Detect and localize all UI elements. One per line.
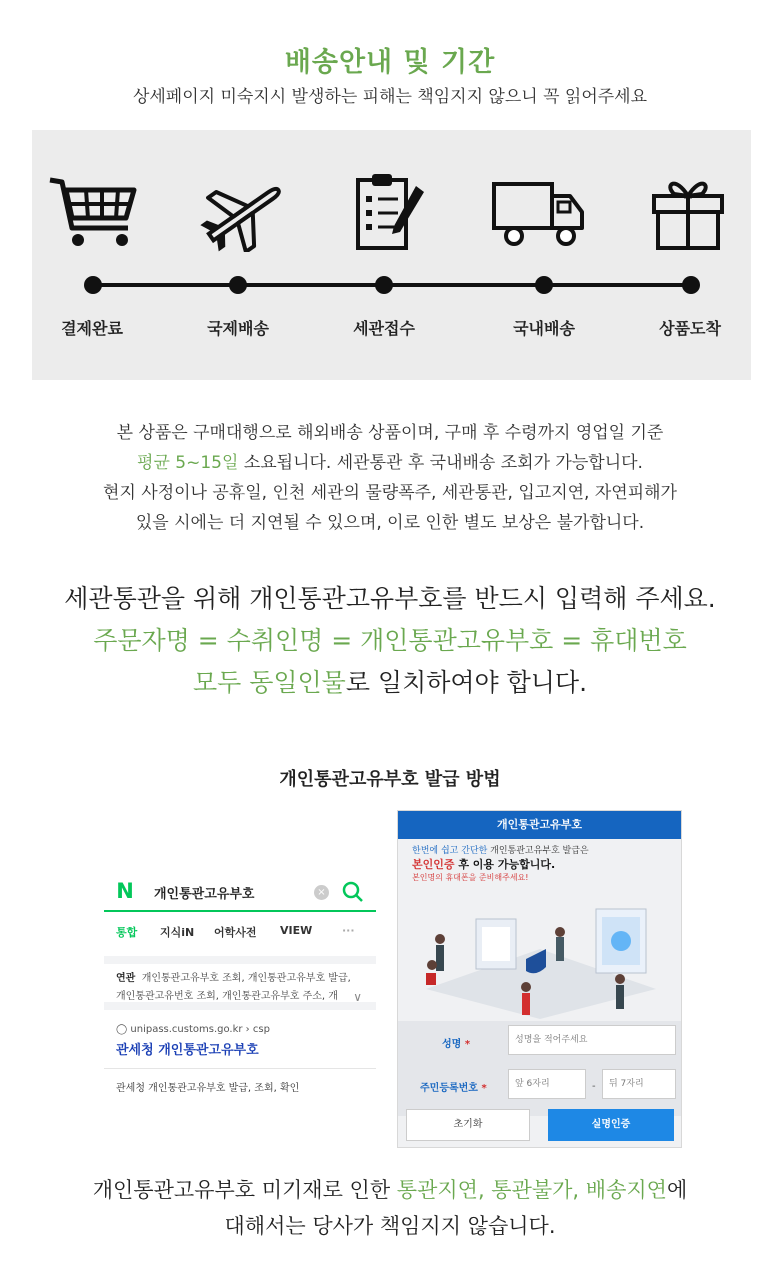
name-label: 성명 — [442, 1039, 462, 1050]
same-person-highlight: 모두 동일인물 — [192, 668, 346, 697]
shopping-cart-icon — [46, 172, 142, 252]
howto-title: 개인통관고유부호 발급 방법 — [279, 769, 501, 790]
city-illustration — [406, 889, 674, 1019]
chevron-down-icon: ∨ — [353, 990, 362, 1004]
customs-identity-rule: 주문자명 = 수취인명 = 개인통관고유부호 = 휴대번호 — [93, 626, 687, 655]
more-icon: ··· — [342, 924, 355, 937]
unipass-form-screenshot — [397, 810, 682, 1148]
tab-view: VIEW — [280, 924, 313, 937]
tab-kin: 지식iN — [160, 926, 195, 939]
search-result — [104, 1024, 376, 1094]
notice-line: 현지 사정이나 공휴일, 인천 세관의 물량폭주, 세관통관, 입고지연, 자연피해가 — [103, 483, 677, 503]
step-label-customs: 세관접수 — [353, 319, 415, 338]
divider — [104, 1068, 376, 1069]
page-subtitle: 상세페이지 미숙지시 발생하는 피해는 책임지지 않으니 꼭 읽어주세요 — [132, 87, 648, 107]
page-title: 배송안내 및 기간 — [284, 47, 496, 78]
globe-icon: ◯ — [116, 1024, 128, 1035]
clear-icon: × — [314, 885, 329, 900]
delivery-period-highlight: 평균 5~15일 — [137, 453, 239, 473]
notice-line: 평균 5~15일 소요됩니다. 세관통관 후 국내배송 조회가 가능합니다. — [137, 453, 643, 473]
naver-search-bar — [104, 868, 376, 912]
delivery-notice — [0, 418, 780, 538]
id-back-input[interactable]: 뒤 7자리 — [602, 1069, 676, 1099]
related-searches: 연관 개인통관고유부호 조회, 개인통관고유부호 발급, 개인통관고유번호 조회, 개인통관고유부호 주소, 개 ∨ — [104, 956, 376, 1010]
naver-tabs — [104, 920, 376, 946]
notice-line: 있을 시에는 더 지연될 수 있으며, 이로 인한 별도 보상은 불가합니다. — [135, 513, 645, 533]
timeline-dot — [535, 276, 553, 294]
customs-line: 모두 동일인물로 일치하여야 합니다. — [192, 668, 588, 697]
clipboard-icon — [338, 172, 434, 252]
step-label-international: 국제배송 — [207, 319, 269, 338]
timeline-dot — [375, 276, 393, 294]
customs-line: 세관통관을 위해 개인통관고유부호를 반드시 입력해 주세요. — [64, 584, 716, 613]
timeline-dot — [682, 276, 700, 294]
search-query: 개인통관고유부호 — [154, 887, 255, 902]
step-label-domestic: 국내배송 — [513, 319, 575, 338]
id-front-input[interactable]: 앞 6자리 — [508, 1069, 586, 1099]
id-number-label: 주민등록번호 — [420, 1083, 478, 1094]
timeline-dot — [229, 276, 247, 294]
tab-dictionary: 어학사전 — [214, 926, 257, 939]
gift-icon — [640, 172, 736, 252]
tab-integrated: 통합 — [116, 926, 138, 939]
timeline-dot — [84, 276, 102, 294]
unipass-header: 개인통관고유부호 — [398, 811, 681, 839]
disclaimer: 개인통관고유부호 미기재로 인한 통관지연, 통관불가, 배송지연에 대해서는 당사가 책임지지 않습니다. — [92, 1178, 688, 1238]
result-title-link: 관세청 개인통관고유부호 — [116, 1043, 259, 1058]
delivery-steps-panel — [32, 130, 751, 380]
step-label-payment: 결제완료 — [61, 319, 123, 338]
notice-line: 본 상품은 구매대행으로 해외배송 상품이며, 구매 후 수령까지 영업일 기준 — [116, 423, 664, 443]
verification-form: 성명 * 성명을 적어주세요 주민등록번호 * 앞 6자리 - 뒤 7자리 — [398, 1021, 682, 1116]
customs-code-notice — [0, 578, 780, 704]
id-dash: - — [592, 1081, 596, 1092]
truck-icon — [490, 172, 586, 252]
unipass-intro: 한번에 쉽고 간단한 개인통관고유부호 발급은 본인인증 후 이용 가능합니다. 본인명의 휴대폰을 준비해주세요! — [412, 846, 589, 882]
related-label: 연관 — [116, 973, 136, 984]
step-label-arrival: 상품도착 — [659, 319, 721, 338]
verify-button[interactable]: 실명인증 — [548, 1109, 674, 1141]
naver-search-screenshot — [104, 862, 376, 1112]
result-url: unipass.customs.go.kr › csp — [130, 1024, 270, 1035]
result-description: 관세청 개인통관고유부호 발급, 조회, 확인 — [116, 1083, 300, 1094]
name-input[interactable]: 성명을 적어주세요 — [508, 1025, 676, 1055]
reset-button[interactable]: 초기화 — [406, 1109, 530, 1141]
naver-logo: N — [114, 880, 136, 902]
delay-highlight: 통관지연, 통관불가, 배송지연 — [396, 1178, 667, 1202]
search-icon — [342, 881, 364, 903]
airplane-icon — [192, 172, 288, 252]
